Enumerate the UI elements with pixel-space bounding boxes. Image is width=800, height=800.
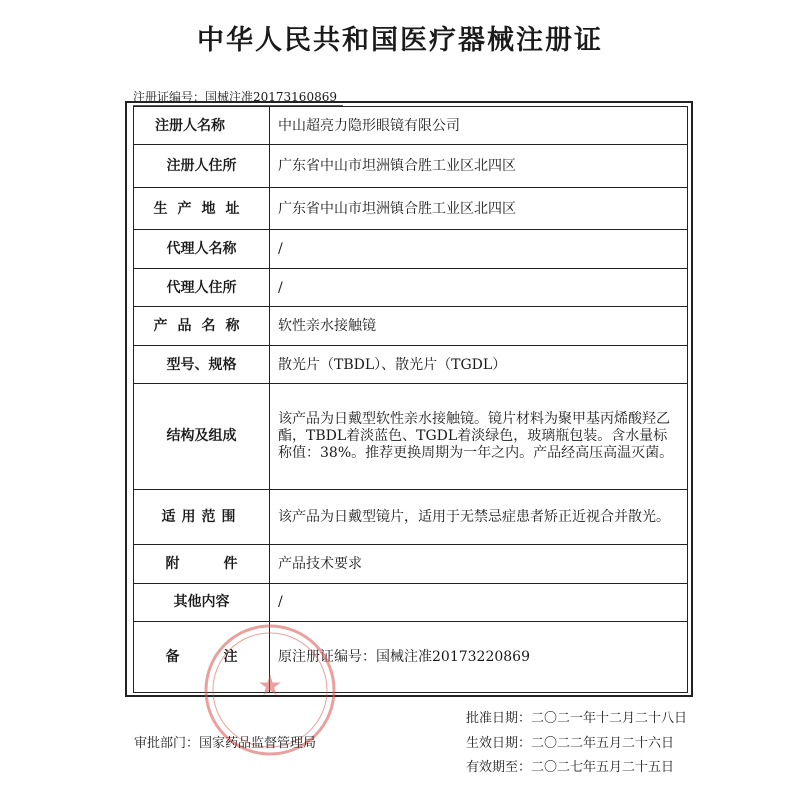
page-title: 中华人民共和国医疗器械注册证 (197, 25, 603, 56)
row-label: 注册人住所 (134, 145, 270, 188)
row-label (134, 187, 270, 230)
table-row (134, 545, 688, 583)
row-label (134, 307, 270, 345)
row-value: / (270, 583, 688, 621)
table-row (134, 384, 688, 489)
row-label: 型号、规格 (134, 345, 270, 383)
row-value: / (270, 268, 688, 306)
label-spread: 备注 (165, 649, 282, 666)
table-row (134, 345, 688, 383)
row-value: 广东省中山市坦洲镇合胜工业区北四区 (270, 145, 688, 188)
table-row (134, 307, 688, 345)
row-value: 中山超亮力隐形眼镜有限公司 (270, 107, 688, 145)
row-label (134, 545, 282, 583)
table-row (134, 268, 688, 306)
certificate-table (133, 106, 688, 693)
row-label: 其他内容 (134, 583, 270, 621)
label-wrap (135, 118, 268, 134)
approval-department: 审批部门：国家药品监督管理局 (134, 736, 317, 751)
row-value: 产品技术要求 (270, 545, 688, 583)
row-value: 该产品为日戴型镜片，适用于无禁忌症患者矫正近视合并散光。 (270, 489, 688, 545)
registration-number: 注册证编号：国械注准20173160869 (133, 88, 343, 106)
row-value: / (270, 230, 688, 268)
svg-text:★: ★ (257, 669, 283, 702)
row-value: 原注册证编号：国械注准20173220869 (270, 622, 688, 693)
row-value: 该产品为日戴型软性亲水接触镜。镜片材料为聚甲基丙烯酸羟乙酯，TBDL着淡蓝色、TGDL着淡绿色，玻璃瓶包装。含水量标称值：38%。推荐更换周期为一年之内。产品经高压高温灭菌。 (270, 384, 688, 489)
effective-date: 生效日期：二〇二二年五月二十六日 (466, 736, 675, 751)
row-value: 广东省中山市坦洲镇合胜工业区北四区 (270, 187, 688, 230)
table-row (134, 489, 688, 545)
label-spread: 适用范围 (161, 508, 242, 525)
row-label: 代理人名称 (134, 230, 270, 268)
table-row (134, 622, 688, 693)
table-row (134, 145, 688, 188)
label-spread: 产品名称 (153, 318, 250, 335)
row-value: 散光片（TBDL）、散光片（TGDL） (270, 345, 688, 383)
expiry-date: 有效期至：二〇二七年五月二十五日 (466, 760, 675, 775)
label-spread: 生产地址 (153, 200, 250, 217)
row-label: 代理人住所 (134, 268, 270, 306)
label-text: 注册人名称 (155, 117, 225, 134)
row-label (134, 107, 270, 145)
table-row (134, 107, 688, 145)
row-value: 软性亲水接触镜 (270, 307, 688, 345)
row-label: 结构及组成 (134, 384, 270, 489)
table-row (134, 230, 688, 268)
label-spread: 附件 (165, 555, 282, 572)
table-row (134, 583, 688, 621)
row-label (134, 489, 270, 545)
row-label (134, 622, 282, 693)
table-row (134, 187, 688, 230)
approval-date: 批准日期：二〇二一年十二月二十八日 (466, 711, 688, 726)
